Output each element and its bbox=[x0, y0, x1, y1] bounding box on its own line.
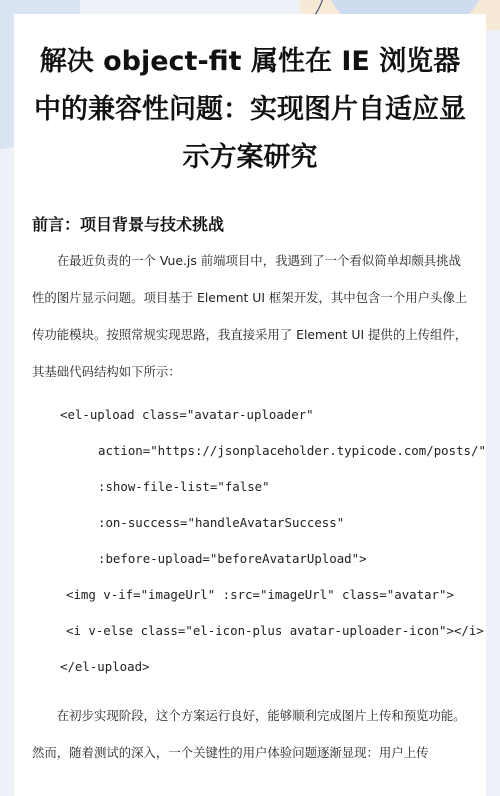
code-line: :show-file-list="false" bbox=[98, 479, 270, 494]
code-line: :before-upload="beforeAvatarUpload"> bbox=[98, 551, 367, 566]
code-line: <img v-if="imageUrl" :src="imageUrl" class="avatar"> bbox=[66, 587, 454, 602]
article-title: 解决 object-fit 属性在 IE 浏览器中的兼容性问题：实现图片自适应显示方案研究 bbox=[34, 46, 466, 173]
code-line: <i v-else class="el-icon-plus avatar-uploader-icon"></i> bbox=[66, 623, 484, 638]
intro-paragraph: 在最近负责的一个 Vue.js 前端项目中，我遇到了一个看似简单却颇具挑战性的图片显示问题。项目基于 Element UI 框架开发，其中包含一个用户头像上传功能模块。按照常规实现思路，我直接采用了 Element UI 提供的上传组件，其基础代码结构如下所示： bbox=[32, 253, 468, 379]
code-line: <el-upload class="avatar-uploader" bbox=[60, 407, 314, 422]
code-line: </el-upload> bbox=[60, 659, 150, 674]
code-line: action="https://jsonplaceholder.typicode.com/posts/" bbox=[98, 443, 486, 458]
code-line: :on-success="handleAvatarSuccess" bbox=[98, 515, 345, 530]
article-card bbox=[14, 14, 486, 796]
section-heading: 前言：项目背景与技术挑战 bbox=[32, 215, 225, 234]
followup-paragraph: 在初步实现阶段，这个方案运行良好，能够顺利完成图片上传和预览功能。然而，随着测试的深入，一个关键性的用户体验问题逐渐显现：用户上传 bbox=[32, 708, 466, 760]
